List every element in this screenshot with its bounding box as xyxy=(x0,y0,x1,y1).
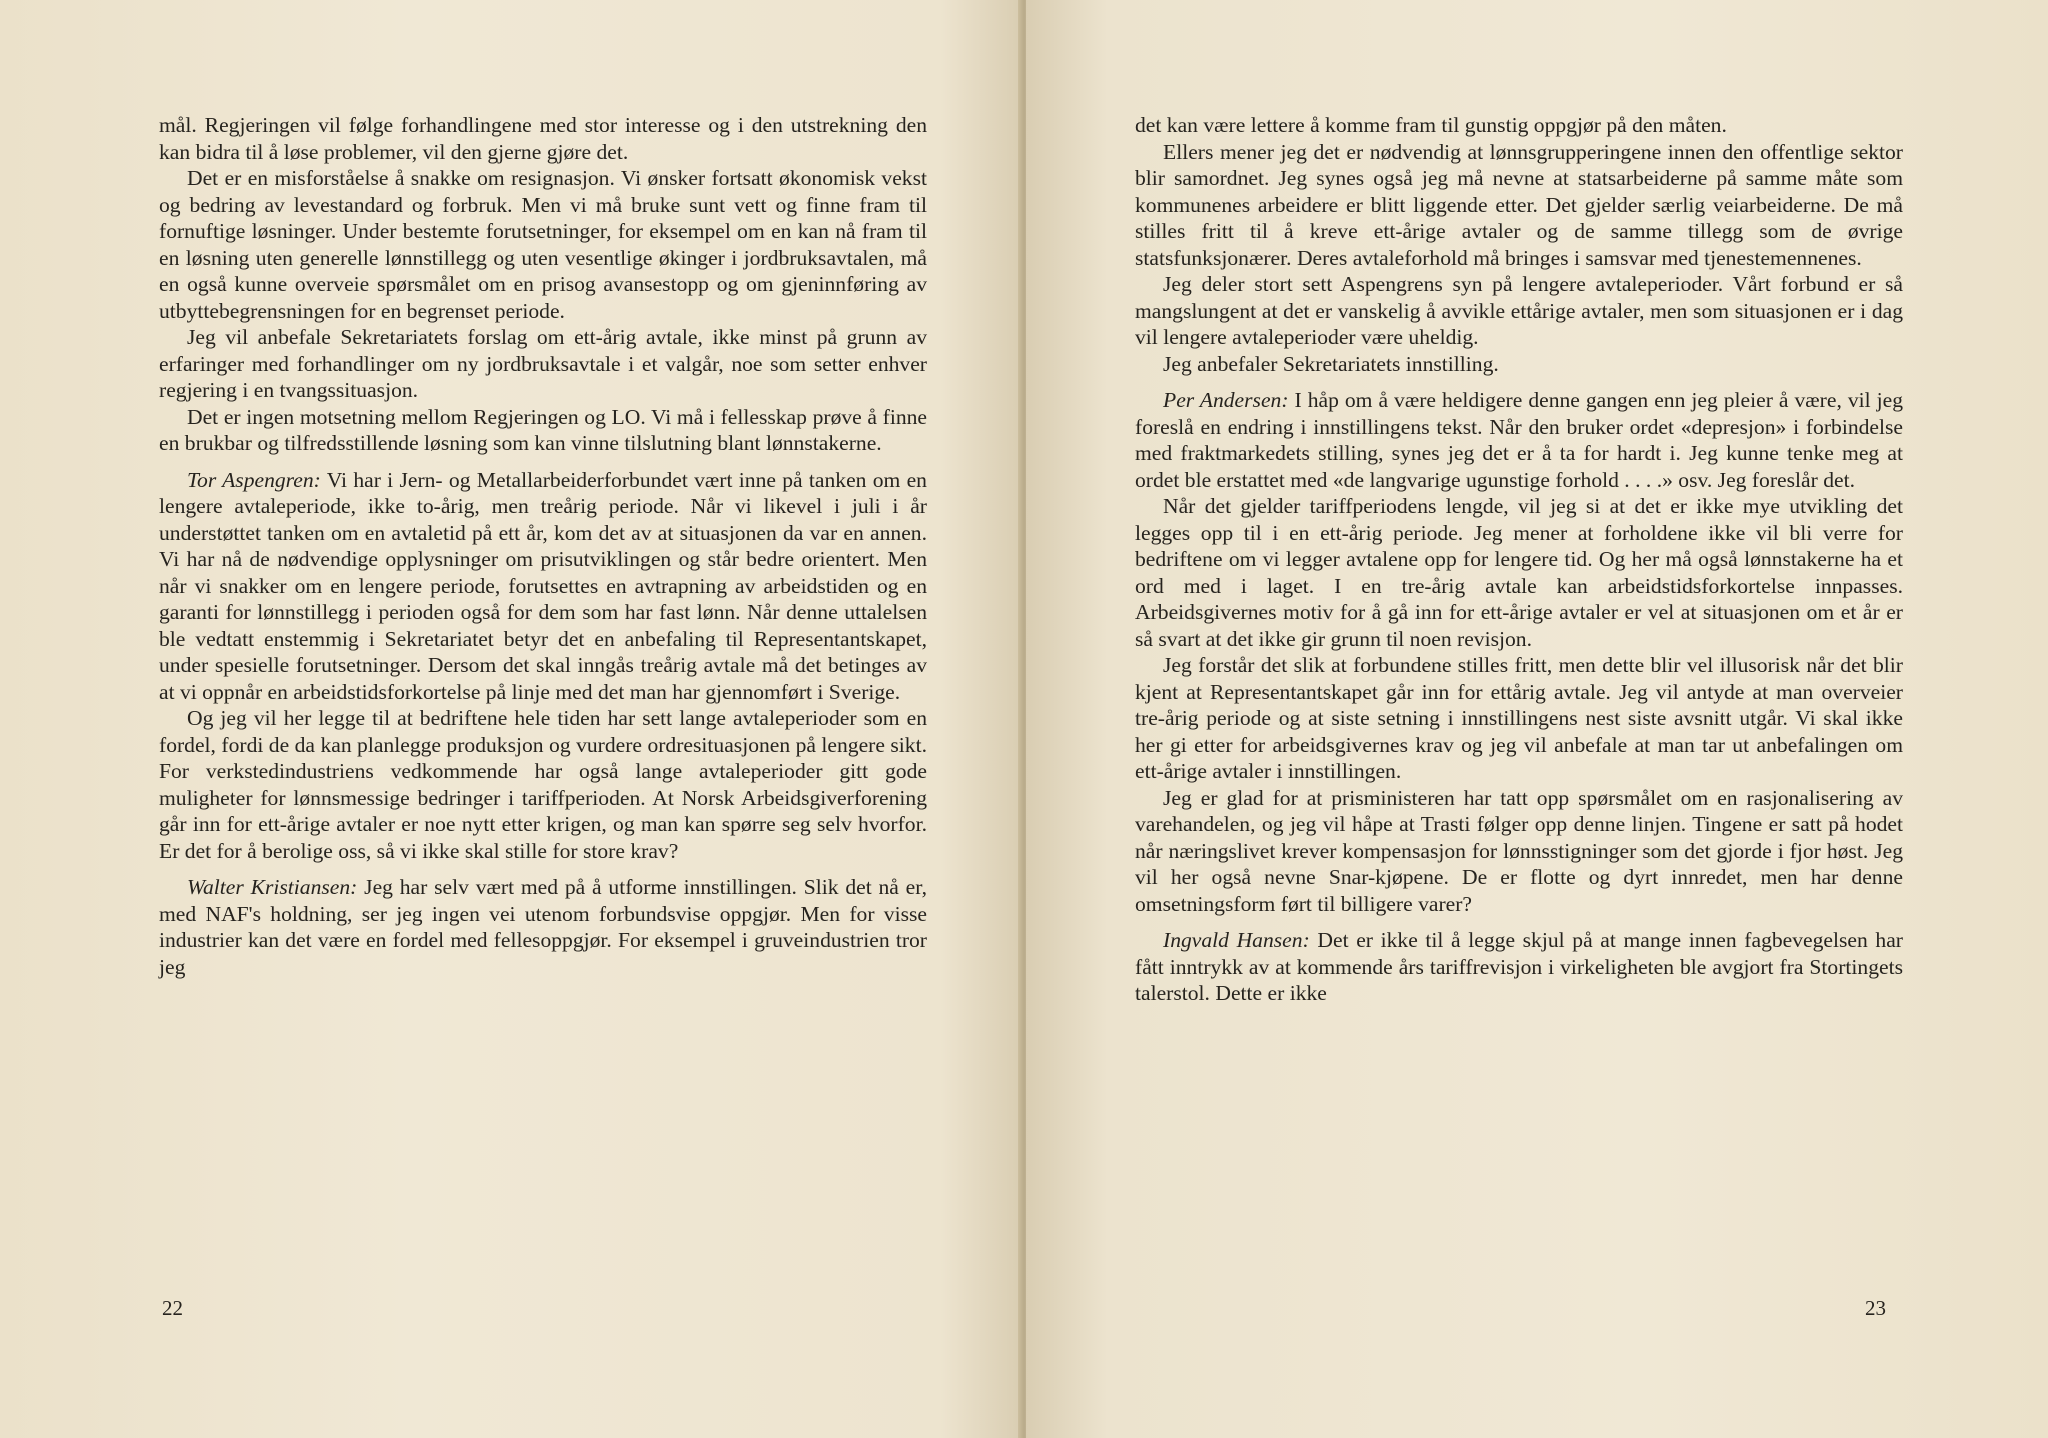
speaker-paragraph xyxy=(159,467,927,706)
paragraph-text: Jeg er glad for at prisministeren har tatt opp spørsmålet om en rasjonalisering av varehandelen, og jeg vil håpe at Trasti følger opp denne linjen. Tingene er satt på hodet når næringslivet krever kompensasjon for lønnsstigninger som det gjorde i fjor høst. Jeg vil her også nevne Snar-kjøpene. De er flotte og dyrt innredet, men har denne omsetningsform ført til billigere varer? xyxy=(1135,785,1903,916)
paragraph xyxy=(1135,112,1903,139)
right-page-text xyxy=(1135,112,1903,1007)
paragraph xyxy=(159,705,927,864)
speaker-name: Tor Aspengren: xyxy=(187,467,321,492)
paragraph xyxy=(1135,139,1903,272)
paragraph-text: Jeg deler stort sett Aspengrens syn på lengere avtaleperioder. Vårt forbund er så mangslungent at det er vanskelig å avvikle ettårige avtaler, men som situasjonen er i dag vil lengere avtaleperioder være uheldig. xyxy=(1135,272,1903,349)
page-number: 23 xyxy=(1865,1296,1886,1320)
left-page-text xyxy=(159,112,927,980)
paragraph-text: det kan være lettere å komme fram til gunstig oppgjør på den måten. xyxy=(1135,113,1727,137)
paragraph-text: I håp om å være heldigere denne gangen enn jeg pleier å være, vil jeg foreslå en endring i innstillingens tekst. Når den bruker ordet «depresjon» i forbindelse med fraktmarkedets stilling, synes jeg det er å ta for hardt i. Jeg kunne tenke meg at ordet ble erstattet med «de langvarige ugunstige forhold . . . .» osv. Jeg foreslår det. xyxy=(1135,388,1903,492)
paragraph-text: Jeg vil anbefale Sekretariatets forslag om ett-årig avtale, ikke minst på grunn av erfaringer med forhandlinger om ny jordbruksavtale i et valgår, noe som setter enhver regjering i en tvangssituasjon. xyxy=(159,325,927,402)
paragraph-text: Det er ikke til å legge skjul på at mange innen fagbevegelsen har fått inntrykk av at kommende års tariffrevisjon i virkeligheten ble avgjort fra Stortingets talerstol. Dette er ikke xyxy=(1135,928,1904,1005)
speaker-paragraph xyxy=(1135,387,1903,493)
paragraph-text: mål. Regjeringen vil følge forhandlingene med stor interesse og i den utstrekning den kan bidra til å løse problemer, vil den gjerne gjøre det. xyxy=(159,113,927,164)
paragraph-text: Ellers mener jeg det er nødvendig at lønnsgrupperingene innen den offentlige sektor blir samordnet. Jeg synes også jeg må nevne at statsarbeiderne på samme måte som kommunenes arbeidere er blitt liggende etter. Det gjelder særlig veiarbeiderne. De må stilles fritt til å kreve ett-årige avtaler og de samme tillegg som de øvrige statsfunksjonærer. Deres avtaleforhold må bringes i samsvar med tjenestemennenes. xyxy=(1135,139,1903,270)
paragraph-text: Jeg anbefaler Sekretariatets innstilling. xyxy=(1163,351,1499,376)
paragraph xyxy=(159,324,927,404)
paragraph-text: Vi har i Jern- og Metallarbeiderforbundet vært inne på tanken om en lengere avtaleperiode, ikke to-årig, men treårig periode. Når vi likevel i juli i år understøttet tanken om en avtaletid på ett år, kom det av at situasjonen da var en annen. Vi har nå de nødvendige opplysninger om prisutviklingen og står bedre orientert. Men når vi snakker om en lengere periode, forutsettes en avtrapning av arbeidstiden og en garanti for lønnstillegg i perioden også for dem som har fast lønn. Når denne uttalelsen ble vedtatt enstemmig i Sekretariatet betyr det en anbefaling til Representantskapet, under spesielle forutsetninger. Dersom det skal inngås treårig avtale må det betinges av at vi oppnår en arbeidstidsforkortelse på linje med det man har gjennomført i Sverige. xyxy=(159,467,927,704)
paragraph xyxy=(159,112,927,165)
paragraph-text: Det er en misforståelse å snakke om resignasjon. Vi ønsker fortsatt økonomisk vekst og bedring av levestandard og forbruk. Men vi må bruke sunt vett og finne fram til fornuftige løsninger. Under bestemte forutsetninger, for eksempel om en kan nå fram til en løsning uten generelle lønnstillegg og uten vesentlige økinger i jordbruksavtalen, må en også kunne overveie spørsmålet om en prisog avansestopp og om gjeninnføring av utbyttebegrensningen for en begrenset periode. xyxy=(159,166,927,323)
paragraph xyxy=(159,165,927,324)
paragraph xyxy=(1135,271,1903,351)
page-number: 22 xyxy=(162,1296,183,1320)
paragraph-text: Og jeg vil her legge til at bedriftene hele tiden har sett lange avtaleperioder som en fordel, fordi de da kan planlegge produksjon og vurdere ordresituasjonen på lengere sikt. For verkstedindustriens vedkommende har også lange avtaleperioder gitt gode muligheter for lønnsmessige bedringer i tariffperioden. At Norsk Arbeidsgiverforening går inn for ett-årige avtaler er noe nytt etter krigen, og man kan spørre seg selv hvorfor. Er det for å berolige oss, så vi ikke skal stille for store krav? xyxy=(159,706,927,863)
right-page xyxy=(1026,0,2048,1438)
speaker-name: Ingvald Hansen: xyxy=(1163,928,1310,952)
speaker-paragraph xyxy=(159,874,927,980)
paragraph xyxy=(1135,652,1903,785)
paragraph-text: Det er ingen motsetning mellom Regjeringen og LO. Vi må i fellesskap prøve å finne en brukbar og tilfredsstillende løsning som kan vinne tilslutning blant lønnstakerne. xyxy=(159,404,927,455)
speaker-name: Walter Kristiansen: xyxy=(187,875,358,899)
paragraph xyxy=(1135,785,1903,918)
speaker-name: Per Andersen: xyxy=(1163,388,1289,412)
speaker-paragraph xyxy=(1135,927,1903,1007)
paragraph xyxy=(1135,351,1903,378)
paragraph-text: Jeg forstår det slik at forbundene stilles fritt, men dette blir vel illusorisk når det blir kjent at Representantskapet går inn for ettårig avtale. Jeg vil antyde at man overveier tre-årig periode og at siste setning i innstillingens nest siste avsnitt utgår. Vi skal ikke her gi etter for arbeidsgivernes krav og jeg vil anbefale at man tar ut anbefalingen om ett-årige avtaler i innstillingen. xyxy=(1135,653,1903,783)
paragraph-text: Jeg har selv vært med på å utforme innstillingen. Slik det nå er, med NAF's holdning, ser jeg ingen vei utenom forbundsvise oppgjør. Men for visse industrier kan det være en fordel med fellesoppgjør. For eksempel i gruveindustrien tror jeg xyxy=(159,875,927,979)
left-page xyxy=(0,0,1022,1438)
paragraph-text: Når det gjelder tariffperiodens lengde, vil jeg si at det er ikke mye utvikling det legges opp til i en ett-årig periode. Jeg mener at forholdene ikke vil bli verre for bedriftene om vi legger avtalene opp for lengere tid. Og her må også lønnstakerne ha et ord med i laget. I en tre-årig avtale kan arbeidstidsforkortelse innpasses. Arbeidsgivernes motiv for å gå inn for ett-årige avtaler er vel at situasjonen om et år er så svart at det ikke gir grunn til noen revisjon. xyxy=(1135,494,1903,651)
paragraph xyxy=(159,404,927,457)
paragraph xyxy=(1135,493,1903,652)
